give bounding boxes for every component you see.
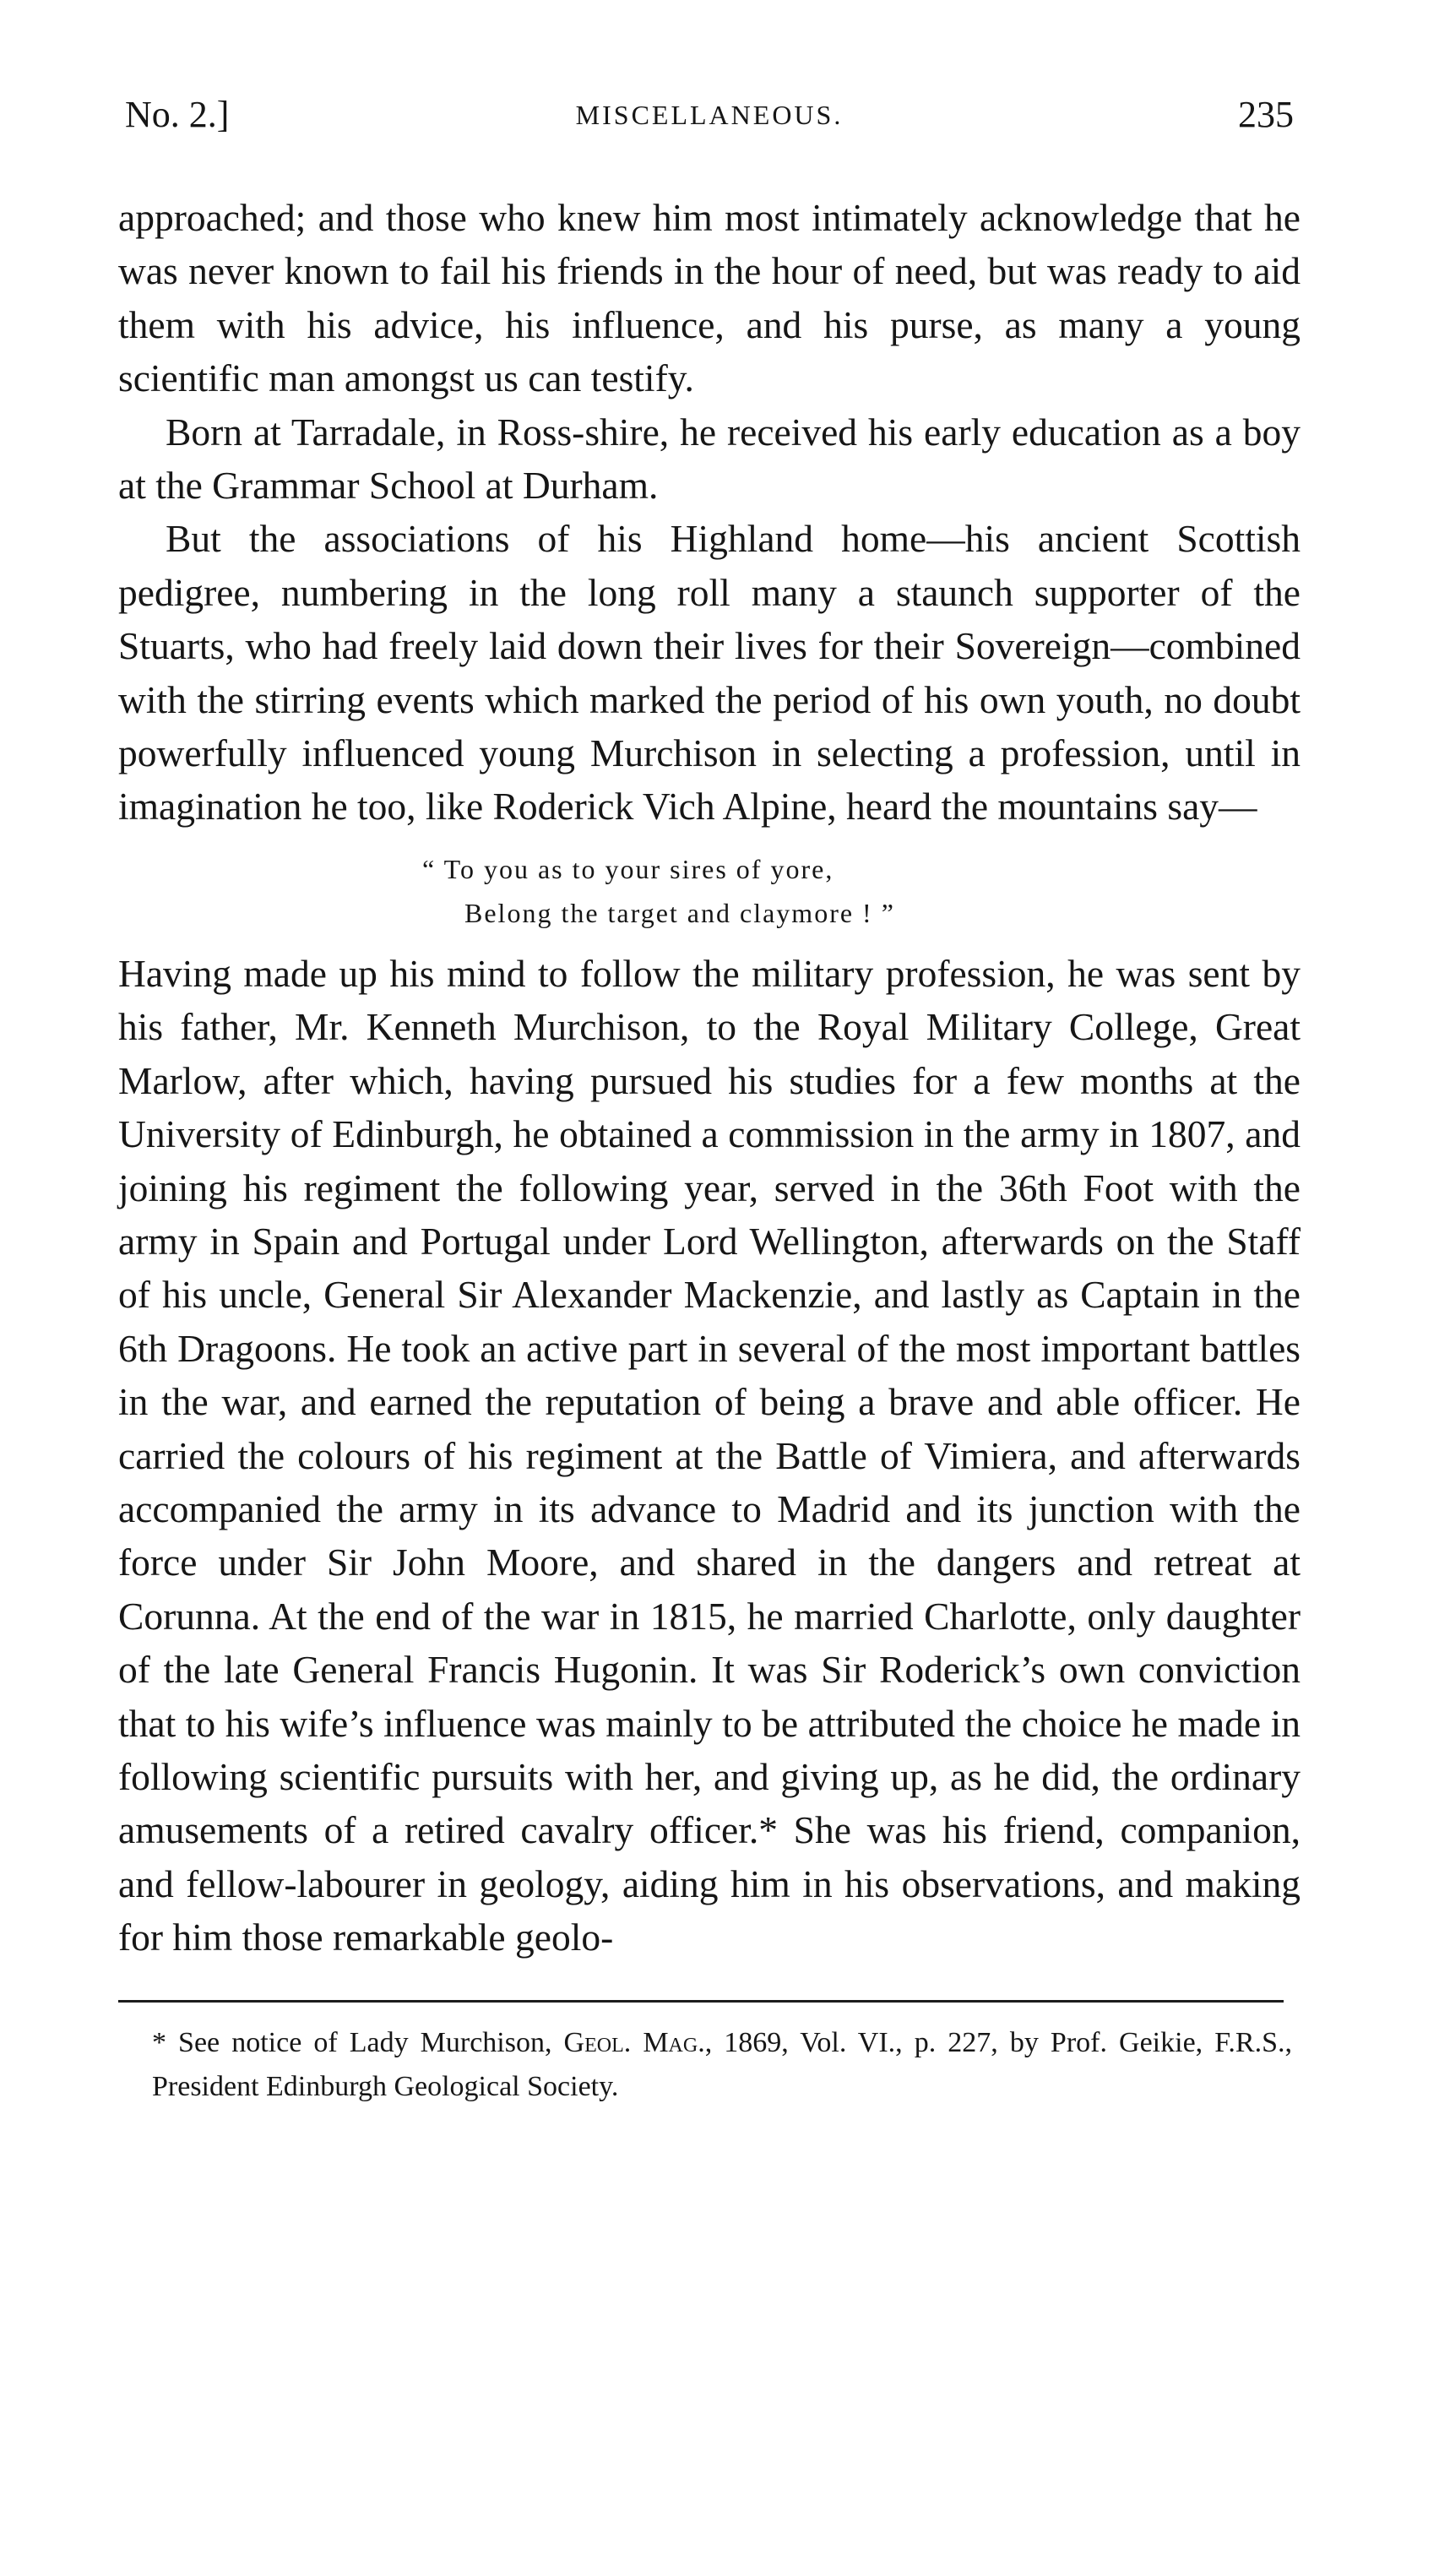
verse-quote <box>118 847 1301 935</box>
footnote-text-1: * See notice of Lady Murchison, <box>152 2026 564 2058</box>
verse-line-2: Belong the target and claymore ! ” <box>464 897 895 928</box>
paragraph-4: Having made up his mind to follow the military profession, he was sent by his father, Mr. Kenneth Murchison, to the Royal Military College, Great Marlow, after which, having pursued his studies for a few months at the University of Edinburgh, he obtained a commission in the army in 1807, and joining his regiment the following year, served in the 36th Foot with the army in Spain and Portugal under Lord Wellington, afterwards on the Staff of his uncle, General Sir Alexander Mackenzie, and lastly as Captain in the 6th Dragoons. He took an active part in several of the most important battles in the war, and earned the reputation of being a brave and able officer. He carried the colours of his regiment at the Battle of Vimiera, and afterwards accompanied the army in its advance to Madrid and its junction with the force under Sir John Moore, and shared in the dangers and retreat at Corunna. At the end of the war in 1815, he married Charlotte, only daughter of the late General Francis Hugonin. It was Sir Roderick’s own conviction that to his wife’s influence was mainly to be attributed the choice he made in following scientific pursuits with her, and giving up, as he did, the ordinary amusements of a retired cavalry officer.* She was his friend, companion, and fellow-labourer in geology, aiding him in his observations, and making for him those remarkable geolo- <box>118 951 1301 1959</box>
footnote <box>118 2021 1292 2109</box>
running-header <box>118 93 1301 160</box>
verse-line-1: “ To you as to your sires of yore, <box>422 853 834 884</box>
footnote-rule <box>118 2000 1284 2003</box>
page-number: 235 <box>1238 94 1294 135</box>
section-title: MISCELLANEOUS. <box>575 100 844 130</box>
issue-number: No. 2.] <box>125 94 230 135</box>
footnote-text-2: , 1869, Vol. VI., p. 227, by Prof. Geikie, F.R.S., President Edinburgh Geological Society. <box>152 2026 1292 2102</box>
page <box>118 93 1301 2109</box>
paragraph-3: But the associations of his Highland home—his ancient Scottish pedigree, numbering in the long roll many a staunch supporter of the Stuarts, who had freely laid down their lives for their Sovereign—combined with the stirring events which marked the period of his own youth, no doubt powerfully influenced young Murchison in selecting a profession, until in imagination he too, like Roderick Vich Alpine, heard the mountains say— <box>118 517 1301 829</box>
paragraph-1: approached; and those who knew him most intimately acknowledge that he was never known to fail his friends in the hour of need, but was ready to aid them with his advice, his influence, and his purse, as many a young scientific man amongst us can testify. <box>118 196 1301 400</box>
paragraph-2: Born at Tarradale, in Ross-shire, he received his early education as a boy at the Grammar School at Durham. <box>118 410 1301 508</box>
footnote-journal: Geol. Mag. <box>563 2026 705 2058</box>
